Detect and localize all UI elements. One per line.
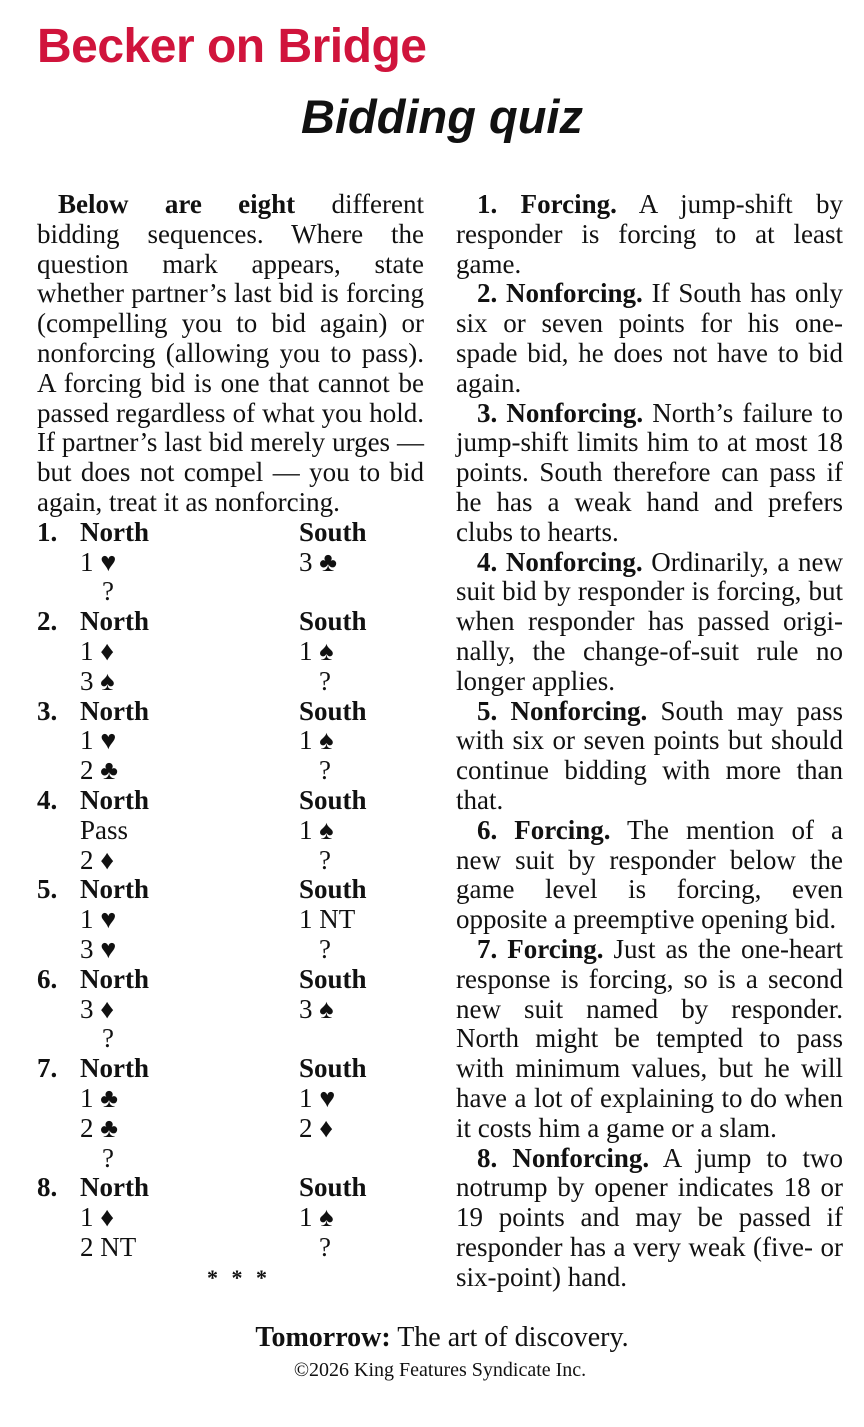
south-header: South [299, 1053, 367, 1084]
bid-row [37, 1203, 424, 1233]
bid-row [37, 846, 424, 876]
south-bid: 3 ♠ [299, 993, 334, 1024]
answer-paragraph [456, 816, 843, 935]
south-bid: 2 ♦ [299, 1112, 334, 1143]
north-bid: 1 ♦ [80, 1202, 115, 1233]
bid-row [37, 577, 424, 607]
tomorrow-text: The art of discovery. [390, 1322, 629, 1353]
answer-paragraph [456, 279, 843, 398]
bid-row [37, 637, 424, 667]
quiz-number: 2. [37, 606, 58, 637]
south-bid: ? [319, 844, 331, 875]
quiz-number: 6. [37, 963, 58, 994]
quiz-header-row [37, 518, 424, 548]
answer-paragraph [456, 548, 843, 697]
north-bid: 2 ♦ [80, 844, 115, 875]
bid-row [37, 1233, 424, 1263]
bid-row [37, 1144, 424, 1174]
quiz-list [37, 518, 424, 1263]
south-bid: 1 ♥ [299, 1082, 336, 1113]
quiz-item [37, 1054, 424, 1173]
north-header: North [80, 874, 149, 905]
north-header: North [80, 695, 149, 726]
north-bid: 1 ♥ [80, 904, 117, 935]
separator-stars: * * * [207, 1264, 271, 1290]
answer-text: Ordinarily, a new suit bid by responder is forcing, but when responder has passed originally, the change-of-suit rule no longer applies. [456, 546, 843, 696]
bid-row [37, 935, 424, 965]
south-bid: ? [319, 665, 331, 696]
north-bid: 2 ♣ [80, 1112, 118, 1143]
north-bid: 3 ♥ [80, 933, 117, 964]
north-bid: ? [102, 1142, 114, 1173]
quiz-number: 3. [37, 695, 58, 726]
quiz-number: 1. [37, 516, 58, 547]
answer-title: 6. Forcing. [477, 814, 611, 845]
quiz-number: 7. [37, 1053, 58, 1084]
intro-paragraph [37, 190, 424, 518]
quiz-item [37, 607, 424, 696]
south-bid: ? [319, 933, 331, 964]
answers-list [456, 190, 843, 1292]
answer-title: 3. Nonforcing. [477, 397, 644, 428]
answer-paragraph [456, 1144, 843, 1293]
intro-lead: Below are eight [58, 189, 296, 219]
quiz-item [37, 518, 424, 607]
answer-text: Just as the one-heart response is forcing, so is a second new suit named by responder. North might be tempted to pass with minimum values, but he will have a lot of explaining to do when it costs him a game or a slam. [456, 933, 843, 1143]
bid-row [37, 1084, 424, 1114]
south-bid: ? [319, 755, 331, 786]
tomorrow-line [0, 1322, 864, 1354]
north-bid: 1 ♥ [80, 725, 117, 756]
column-subhead: Bidding quiz [301, 90, 583, 143]
answer-text: A jump to two notrump by opener indicates 18 or 19 points and may be passed if responder has a very weak (five- or six-point) hand. [456, 1142, 843, 1292]
quiz-header-row [37, 1173, 424, 1203]
bid-row [37, 756, 424, 786]
bid-row [37, 995, 424, 1025]
quiz-item [37, 697, 424, 786]
south-bid: ? [319, 1231, 331, 1262]
north-bid: 1 ♣ [80, 1082, 118, 1113]
quiz-item [37, 965, 424, 1054]
quiz-item [37, 875, 424, 964]
bid-row [37, 1114, 424, 1144]
south-bid: 1 ♠ [299, 814, 334, 845]
north-header: North [80, 1172, 149, 1203]
quiz-header-row [37, 607, 424, 637]
south-header: South [299, 1172, 367, 1203]
quiz-header-row [37, 697, 424, 727]
north-bid: 1 ♥ [80, 546, 117, 577]
north-bid: 1 ♦ [80, 635, 115, 666]
answer-text: South may pass with six or seven points but should continue bidding with more than that. [456, 695, 843, 815]
left-column [37, 190, 424, 1292]
north-bid: ? [102, 576, 114, 607]
south-header: South [299, 874, 367, 905]
bid-row [37, 667, 424, 697]
answer-text: The mention of a new suit by responder below the game level is forcing, even opposite a preemptive opening bid. [456, 814, 843, 935]
intro-text: different bidding sequences. Where the question mark appears, state whether partner’s last bid is forcing (compelling you to bid again) or nonforcing (allowing you to pass). A forcing bid is one that cannot be passed regardless of what you hold. If partner’s last bid merely urges — but does not compel — you to bid again, treat it as nonforcing. [37, 189, 424, 517]
quiz-item [37, 786, 424, 875]
north-header: North [80, 1053, 149, 1084]
tomorrow-label: Tomorrow: [255, 1322, 391, 1353]
quiz-header-row [37, 875, 424, 905]
copyright: ©2026 King Features Syndicate Inc. [293, 1359, 587, 1381]
north-header: North [80, 606, 149, 637]
answer-text: North’s failure to jump-shift limits him to at most 18 points. South therefore can pass if he has a weak hand and prefers clubs to hearts. [456, 397, 843, 547]
answer-text: If South has only six or seven points for his one-spade bid, he does not have to bid again. [456, 278, 843, 398]
bid-row [37, 816, 424, 846]
south-header: South [299, 963, 367, 994]
north-bid: 2 ♣ [80, 755, 118, 786]
south-bid: 3 ♣ [299, 546, 337, 577]
answer-title: 7. Forcing. [477, 933, 604, 964]
answer-paragraph [456, 399, 843, 548]
answer-title: 1. Forcing. [477, 189, 617, 219]
quiz-number: 5. [37, 874, 58, 905]
north-bid: Pass [80, 814, 129, 845]
south-bid: 1 ♠ [299, 635, 334, 666]
quiz-header-row [37, 1054, 424, 1084]
quiz-header-row [37, 786, 424, 816]
quiz-number: 4. [37, 784, 58, 815]
answer-title: 8. Nonforcing. [477, 1142, 650, 1173]
answer-paragraph [456, 697, 843, 816]
north-bid: ? [102, 1023, 114, 1054]
quiz-header-row [37, 965, 424, 995]
answer-title: 2. Nonforcing. [477, 278, 643, 309]
south-bid: 1 ♠ [299, 1202, 334, 1233]
north-header: North [80, 784, 149, 815]
bid-row [37, 1024, 424, 1054]
column-masthead: Becker on Bridge [37, 20, 427, 73]
north-bid: 3 ♦ [80, 993, 115, 1024]
answer-text: A jump-shift by responder is forcing to at least game. [456, 189, 844, 279]
south-header: South [299, 784, 367, 815]
south-header: South [299, 695, 367, 726]
answer-paragraph [456, 190, 843, 279]
south-bid: 1 ♠ [299, 725, 334, 756]
north-header: North [80, 516, 149, 547]
north-bid: 2 NT [80, 1231, 137, 1262]
south-header: South [299, 606, 367, 637]
quiz-number: 8. [37, 1172, 58, 1203]
north-bid: 3 ♠ [80, 665, 115, 696]
bid-row [37, 726, 424, 756]
answer-title: 4. Nonforcing. [477, 546, 643, 577]
south-bid: 1 NT [299, 904, 356, 935]
answer-title: 5. Nonforcing. [477, 695, 648, 726]
answer-paragraph [456, 935, 843, 1144]
bid-row [37, 548, 424, 578]
south-header: South [299, 516, 367, 547]
north-header: North [80, 963, 149, 994]
quiz-item [37, 1173, 424, 1262]
bid-row [37, 905, 424, 935]
right-column [456, 190, 843, 1292]
